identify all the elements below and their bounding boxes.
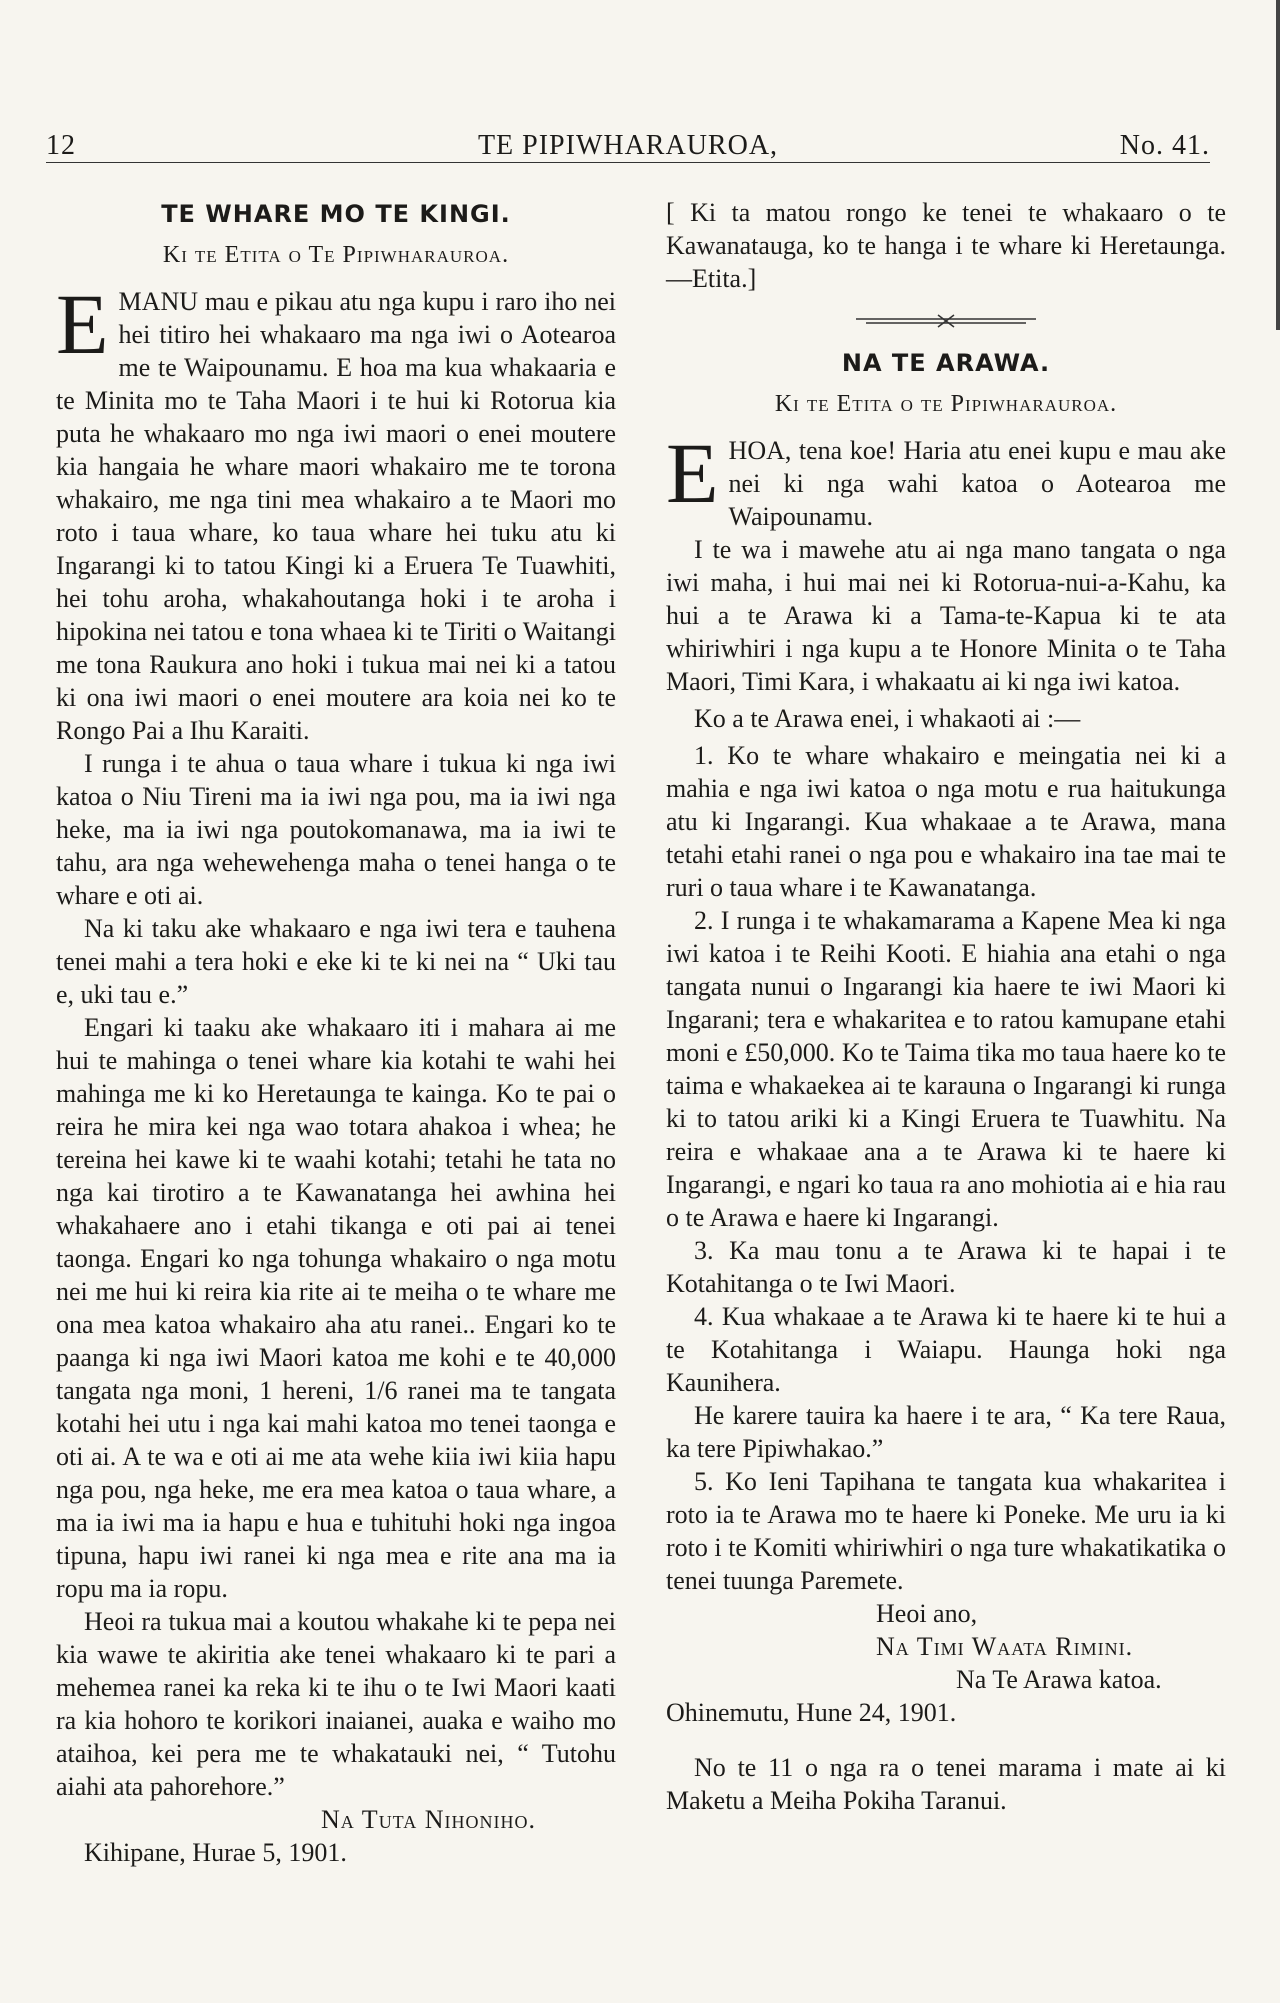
issue-number: No. 41. xyxy=(1119,130,1210,161)
article1-title: TE WHARE MO TE KINGI. xyxy=(161,200,511,228)
publication-title: TE PIPIWHARAUROA, xyxy=(477,130,779,161)
editor-note: [ Ki ta matou rongo ke tenei te whakaaro o te Kawanatauga, ko te hanga i te whare ki Heretaunga.—Etita.] xyxy=(666,198,1226,293)
article1-place-date: Kihipane, Hurae 5, 1901. xyxy=(84,1838,347,1867)
resolution-item: He karere tauira ka haere i te ara, “ Ka tere Raua, ka tere Pipiwhakao.” xyxy=(666,1401,1226,1463)
resolution-item: 3. Ka mau tonu a te Arawa ki te hapai i te Kotahitanga o te Iwi Maori. xyxy=(666,1236,1226,1298)
article2-subtitle: Ki te Etita o te Pipiwharauroa. xyxy=(774,391,1118,417)
article2-paragraph: I te wa i mawehe atu ai nga mano tangata o nga iwi maha, i hui mai nei ki Rotorua-nui-a-Kahu, ka hui a te Arawa ki a Tama-te-Kapua ki te ata whiriwhiri i nga kupu a te Honore Minita o te Taha Maori, Timi Kara, i whakaatu ai ki nga iwi katoa. xyxy=(666,535,1226,696)
article1-paragraph: EMANU mau e pikau atu nga kupu i raro iho nei hei titiro hei whakaaro ma nga iwi o Aotearoa me te Waipounamu. E hoa ma kua whakaaria e te Minita mo te Taha Maori i te hui ki Rotorua kia puta he whakaaro mo nga iwi maori o enei moutere kia hangaia he whare maori whakairo me te torona whakairo, me nga tini mea whakairo a te Maori mo roto i taua whare, ko taua whare hei tuku atu ki Ingarangi ki to tatou Kingi ki a Eruera Te Tuawhiti, hei tohu aroha, whakahoutanga hoki i te aroha i hipokina nei tatou e tona whaea ki te Tiriti o Waitangi me tona Raukura ano hoki i tukua mai nei ki a tatou ki ona iwi maori o enei moutere ara koia nei ko te Rongo Pai a Ihu Karaiti. xyxy=(56,276,616,745)
article1-signature: Na Tuta Nihoniho. xyxy=(321,1805,536,1834)
page-edge xyxy=(1276,0,1280,330)
article2-paragraph: Ko a te Arawa enei, i whakaoti ai :— xyxy=(694,704,1081,733)
article2-signature-2: Na Te Arawa katoa. xyxy=(956,1665,1162,1694)
article1-dropcap: E xyxy=(56,276,109,372)
resolution-item: 1. Ko te whare whakairo e meingatia nei ki a mahia e nga iwi katoa o nga motu e rua haitukunga atu ki Ingarangi. Kua whakaae a te Arawa, mana tetahi etahi ranei o nga pou e whakairo ina tae mai te ruri o taua whare i te Kawanatanga. xyxy=(666,741,1226,902)
resolution-item: 4. Kua whakaae a te Arawa ki te haere ki te hui a te Kotahitanga i Waiapu. Haunga hoki nga Kaunihera. xyxy=(666,1302,1226,1397)
article2-closing: Heoi ano, xyxy=(876,1599,978,1628)
left-column xyxy=(56,196,616,1869)
death-notice: No te 11 o nga ra o tenei marama i mate ai ki Maketu a Meiha Pokiha Taranui. xyxy=(666,1753,1226,1815)
article1-paragraph: Na ki taku ake whakaaro e nga iwi tera e tauhena tenei mahi a tera hoki e eke ki te ki nei na “ Uki tau e, uki tau e.” xyxy=(56,914,616,1009)
section-divider xyxy=(666,311,1226,331)
article1-paragraph: Heoi ra tukua mai a koutou whakahe ki te pepa nei kia wawe te akiritia ake tenei whakaaro ki te pari a mehemea ranei ka reka ki te ihu o te Iwi Maori kaati ra kia hohoro te korikori inaianei, auaka e waiho mo ataihoa, kei pera me te whakatauki nei, “ Tutohu aiahi ata pahorehore.” xyxy=(56,1607,616,1801)
article2-title: NA TE ARAWA. xyxy=(841,349,1051,377)
resolution-item: 2. I runga i te whakamarama a Kapene Mea ki nga iwi katoa i te Reihi Kooti. E hiahia ana etahi o nga tangata nunui o Ingarangi kia haere te iwi Maori ki Ingarani; tera e whakaritea e to ratou kamupane etahi moni e £50,000. Ko te Taima tika mo taua haere ko te taima e whakaekea ai te karauna o Ingarangi ki runga ki to tatou ariki ki a Kingi Eruera te Tuawhitu. Na reira e whakaae ana a te Arawa ki te haere ki Ingarangi, e ngari ko taua ra ano mohiotia ai e hia rau o te Arawa e haere ki Ingarangi. xyxy=(666,906,1226,1232)
spacer xyxy=(666,1729,1226,1751)
resolution-item: 5. Ko Ieni Tapihana te tangata kua whakaritea i roto ia te Arawa mo te haere ki Poneke. Me uru ia ki roto i te Komiti whiriwhiri o nga ture whakatikatika o tenei tuunga Paremete. xyxy=(666,1467,1226,1595)
right-column xyxy=(666,196,1226,1817)
article1-paragraph: Engari ki taaku ake whakaaro iti i mahara ai me hui te mahinga o tenei whare kia kotahi te wahi hei mahinga me ki ko Heretaunga te kainga. Ko te pai o reira he mira kei nga wao totara ahakoa i whea; he tereina hei kawe ki te waahi kotahi; tetahi he tata no nga kai tirotiro a te Kawanatanga hei awhina hei whakahaere ano i etahi tikanga e oti pai ai tenei taonga. Engari ko nga tohunga whakairo o nga motu nei me hui ki reira kia rite ai te meiha o te whare me ona mea katoa whakairo aha atu ranei.. Engari ko te paanga ki nga iwi Maori katoa me kohi e te 40,000 tangata nga moni, 1 hereni, 1/6 ranei ma te tangata kotahi hei utu i nga kai mahi katoa mo tenei taonga e oti ai. A te wa e oti ai me ata wehe kiia iwi kiia hapu nga pou, nga heke, me era mea katoa o taua whare, a ma ia iwi ma ia hapu e hua e tuhituhi hoki nga ingoa tipuna, hapu iwi ranei ki nga mea e rite ana ma ia ropu ma ia ropu. xyxy=(56,1013,616,1603)
header-rule xyxy=(46,162,1210,163)
article1-paragraph: I runga i te ahua o taua whare i tukua ki nga iwi katoa o Niu Tireni ma ia iwi nga pou, ma ia iwi nga heke, ma ia iwi nga poutokomanawa, ma ia iwi te tahu, ara nga wehewehenga maha o tenei hanga o te whare e oti ai. xyxy=(56,749,616,910)
article1-subtitle: Ki te Etita o Te Pipiwharauroa. xyxy=(162,242,510,268)
article2-signature: Na Timi Waata Rimini. xyxy=(876,1632,1134,1661)
page-number: 12 xyxy=(46,130,76,161)
article2-dropcap: E xyxy=(666,425,719,521)
page-header xyxy=(46,128,1210,164)
ornament-divider xyxy=(846,311,1046,331)
article2-place-date: Ohinemutu, Hune 24, 1901. xyxy=(666,1698,957,1727)
article2-intro: EHOA, tena koe! Haria atu enei kupu e mau ake nei ki nga wahi katoa o Aotearoa me Waipounamu. xyxy=(666,425,1226,531)
